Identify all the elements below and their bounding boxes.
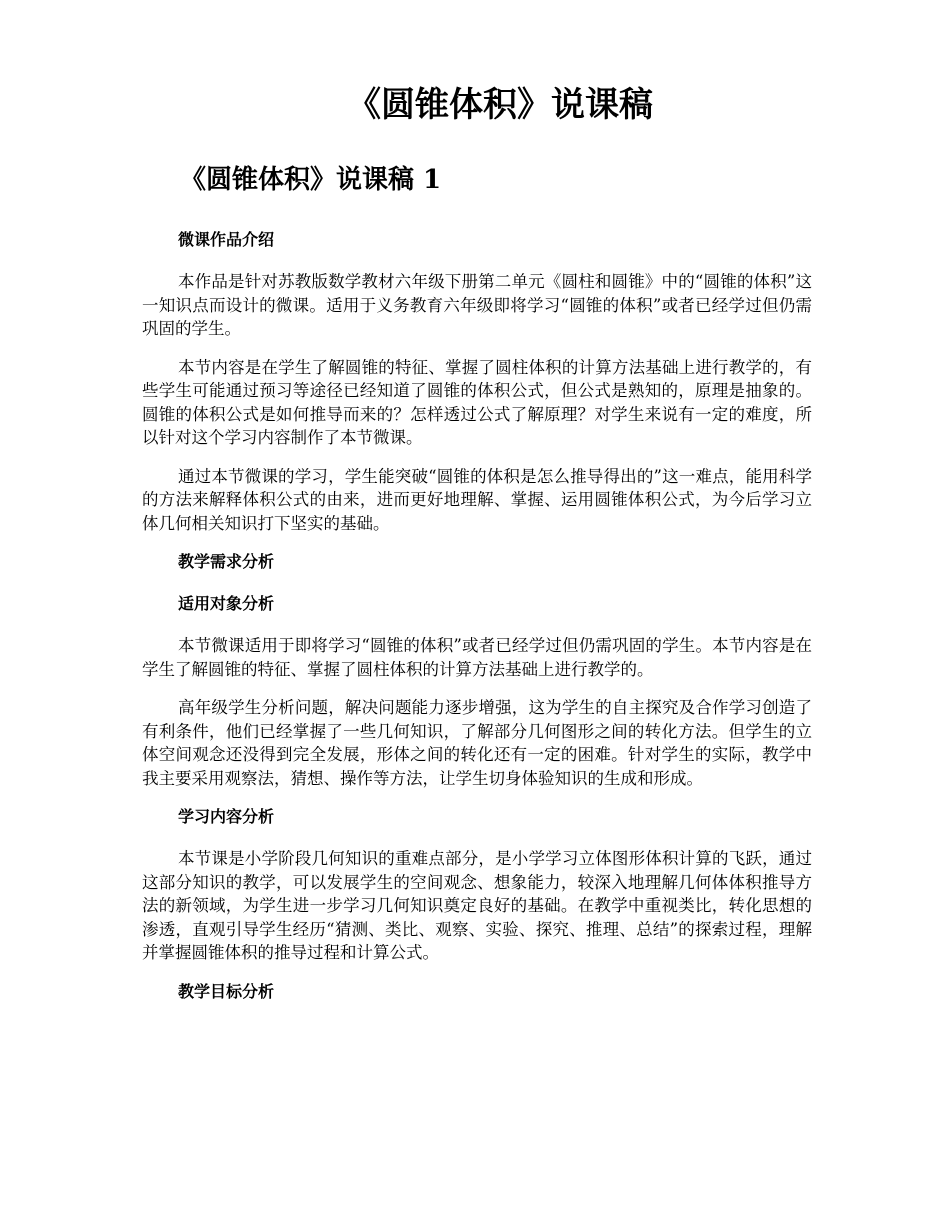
paragraph: 本节内容是在学生了解圆锥的特征、掌握了圆柱体积的计算方法基础上进行教学的，有些学生可能通过预习等途径已经知道了圆锥的体积公式，但公式是熟知的，原理是抽象的。圆锥的体积公式是如何推导而来的？怎样透过公式了解原理？对学生来说有一定的难度，所以针对这个学习内容制作了本节微课。 [142, 357, 812, 447]
heading-needs-analysis: 教学需求分析 [178, 552, 275, 571]
heading-audience-analysis: 适用对象分析 [178, 594, 275, 613]
heading-micro-intro: 微课作品介绍 [178, 230, 275, 249]
heading-goal-analysis: 教学目标分析 [178, 981, 275, 1001]
paragraph: 本作品是针对苏教版数学教材六年级下册第二单元《圆柱和圆锥》中的“圆锥的体积”这一知识点而设计的微课。适用于义务教育六年级即将学习“圆锥的体积”或者已经学过但仍需巩固的学生。 [142, 272, 812, 338]
section-title: 《圆锥体积》说课稿 1 [180, 165, 442, 195]
paragraph: 本节课是小学阶段几何知识的重难点部分，是小学学习立体图形体积计算的飞跃，通过这部分知识的教学，可以发展学生的空间观念、想象能力，较深入地理解几何体体积推导方法的新领域，为学生进一步学习几何知识奠定良好的基础。在教学中重视类比，转化思想的渗透，直观引导学生经历“猜测、类比、观察、实验、探究、推理、总结”的探索过程，理解并掌握圆锥体积的推导过程和计算公式。 [142, 849, 812, 962]
document-title: 《圆锥体积》说课稿 [347, 85, 653, 125]
paragraph: 本节微课适用于即将学习“圆锥的体积”或者已经学过但仍需巩固的学生。本节内容是在学生了解圆锥的特征、掌握了圆柱体积的计算方法基础上进行教学的。 [142, 636, 812, 679]
heading-content-analysis: 学习内容分析 [178, 807, 275, 826]
paragraph: 通过本节微课的学习，学生能突破“圆锥的体积是怎么推导得出的”这一难点，能用科学的方法来解释体积公式的由来，进而更好地理解、掌握、运用圆锥体积公式，为今后学习立体几何相关知识打下坚实的基础。 [142, 466, 812, 533]
paragraph: 高年级学生分析问题，解决问题能力逐步增强，这为学生的自主探究及合作学习创造了有利条件，他们已经掌握了一些几何知识，了解部分几何图形之间的转化方法。但学生的立体空间观念还没得到完全发展，形体之间的转化还有一定的困难。针对学生的实际，教学中我主要采用观察法，猜想、操作等方法，让学生切身体验知识的生成和形成。 [142, 698, 812, 788]
document-body [142, 228, 812, 1022]
